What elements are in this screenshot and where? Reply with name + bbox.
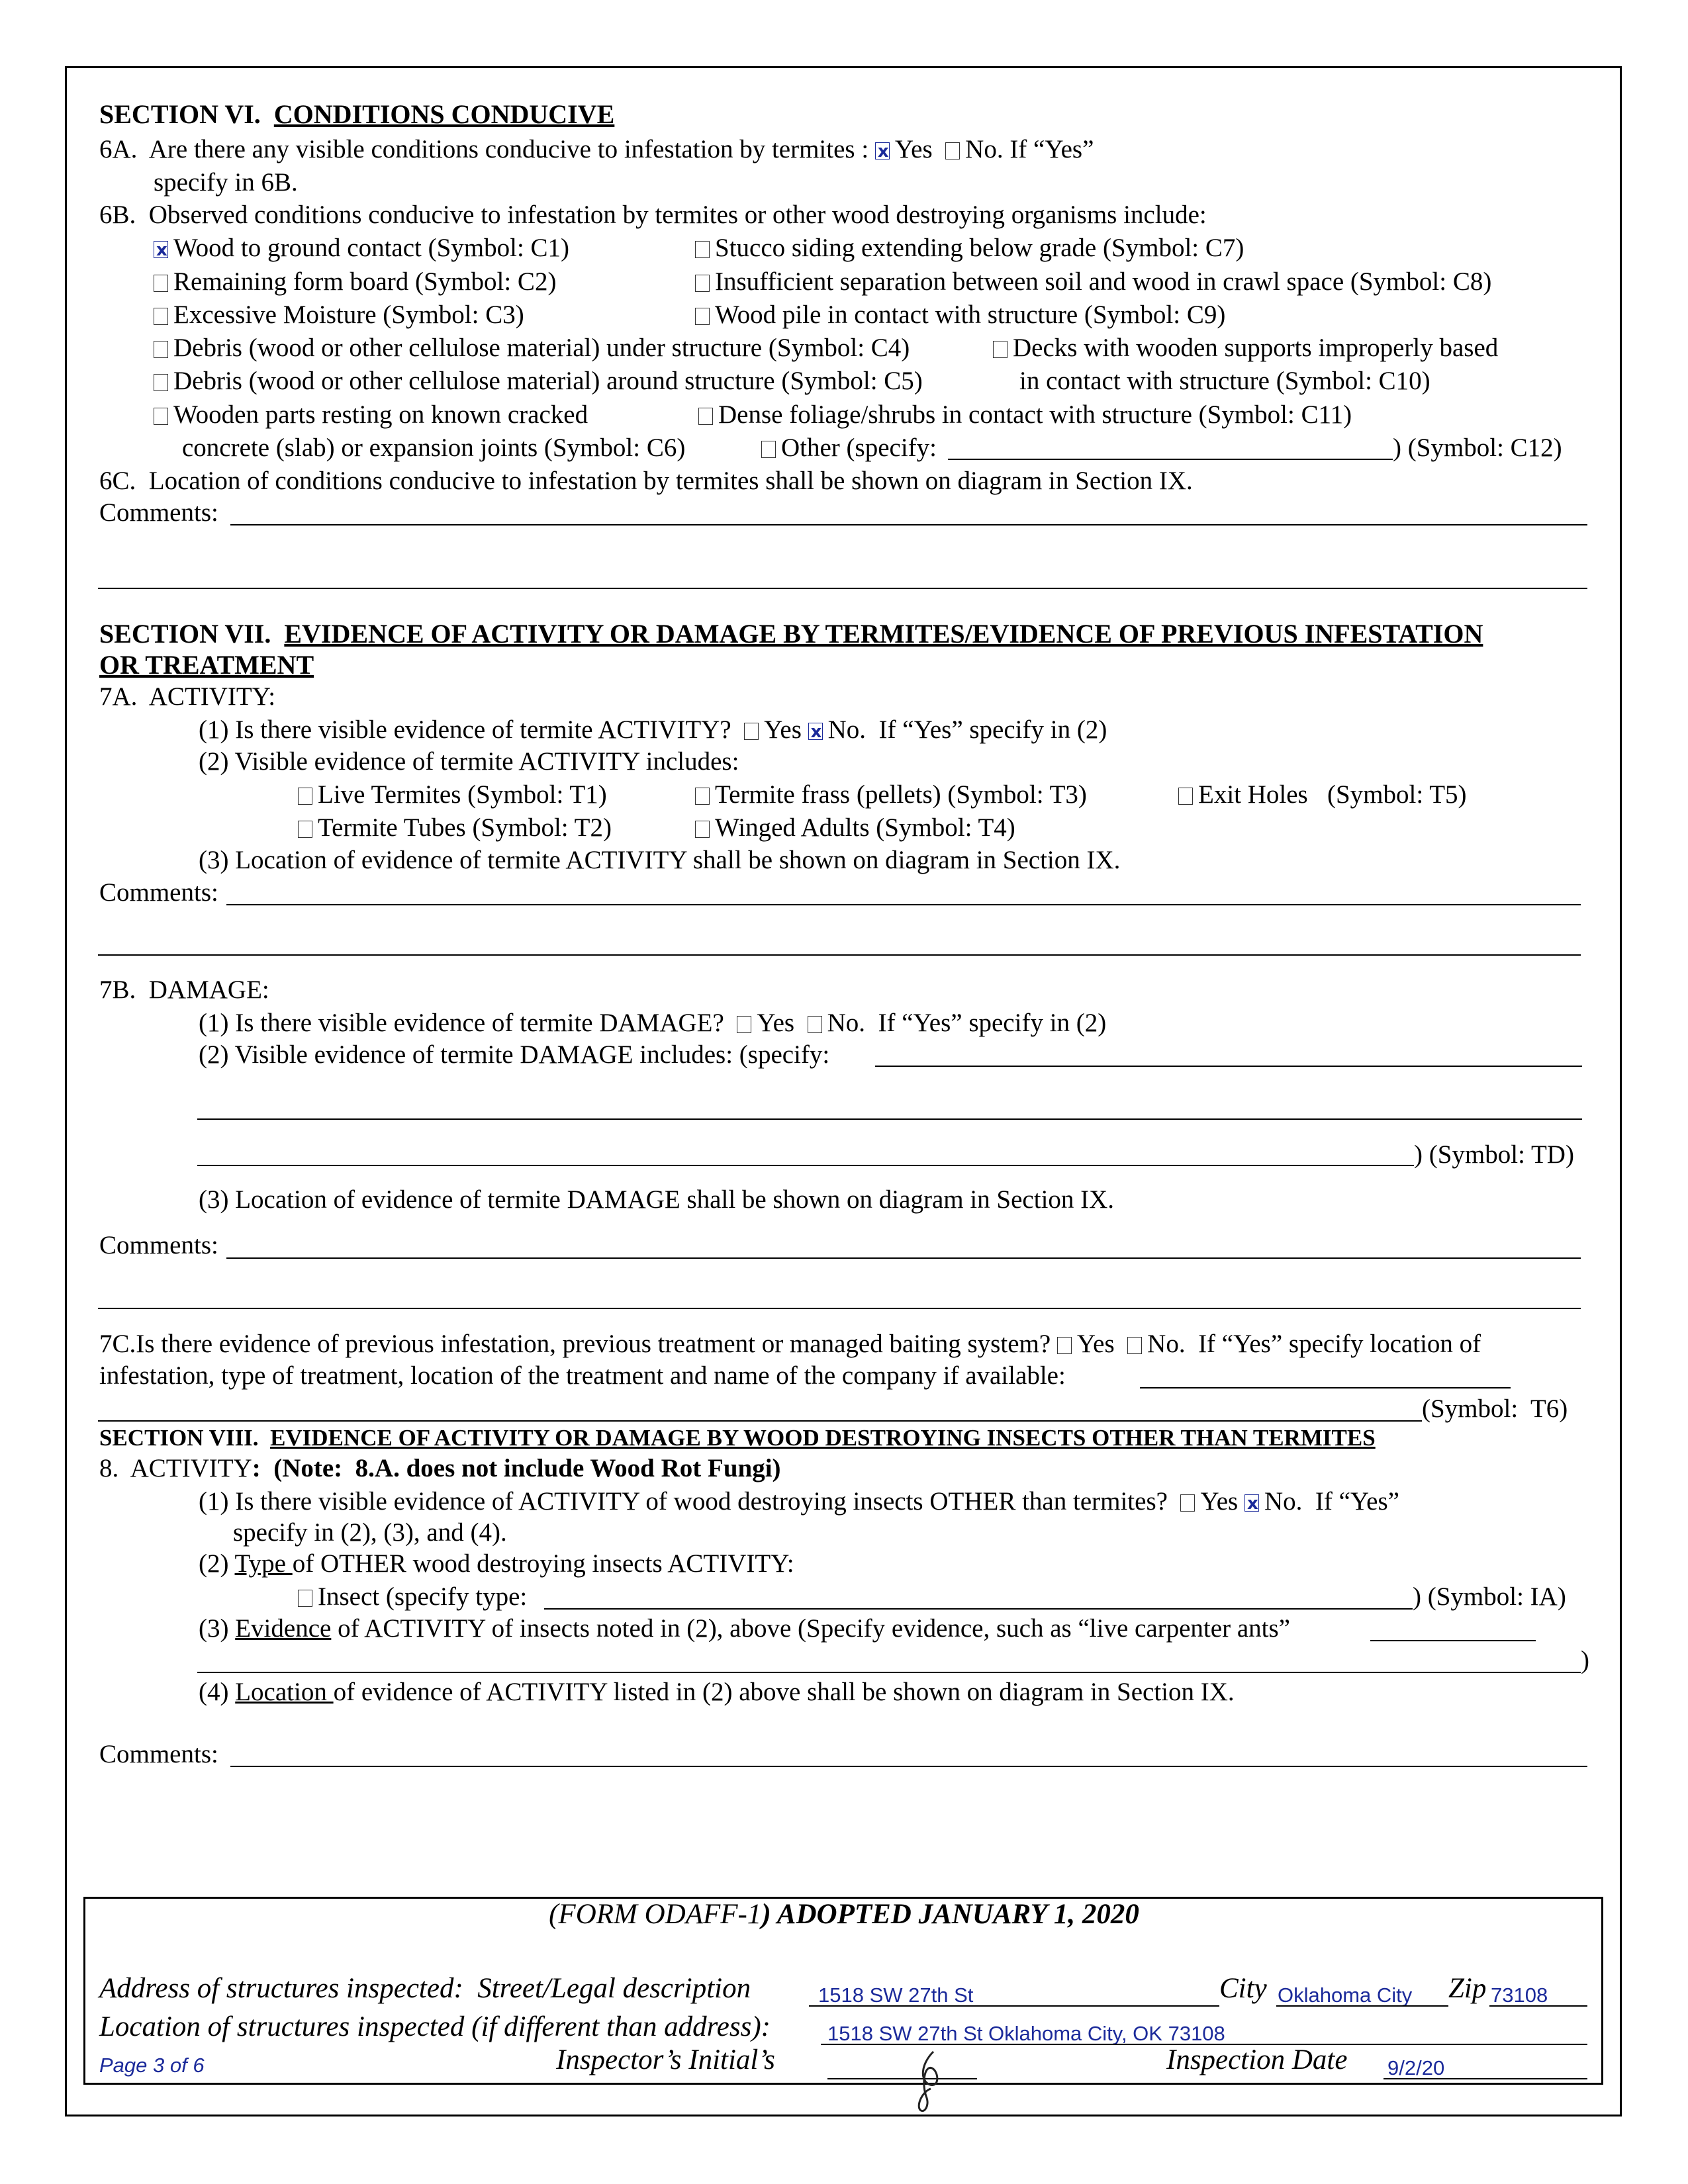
checkbox-7b1-no[interactable] [808, 1016, 822, 1033]
question-8-1: (1) Is there visible evidence of ACTIVITY of wood destroying insects OTHER than termites? Yes x No. If “Yes” [199, 1486, 1399, 1517]
evidence-t5: Exit Holes (Symbol: T5) [1178, 780, 1467, 810]
question-6a-cont: specify in 6B. [154, 168, 298, 197]
zip-line [1489, 2005, 1587, 2007]
evidence-t4: Winged Adults (Symbol: T4) [695, 813, 1015, 843]
damage-specify-line-2[interactable] [197, 1118, 1582, 1120]
form-adopted: (FORM ODAFF-1) ADOPTED JANUARY 1, 2020 [549, 1899, 1139, 1930]
ia-symbol: ) (Symbol: IA) [1413, 1582, 1566, 1611]
comments-7b-line-1[interactable] [226, 1257, 1581, 1259]
comments-6-line-1[interactable] [230, 524, 1587, 525]
checkbox-c6[interactable] [154, 408, 168, 425]
checkbox-c7[interactable] [695, 241, 710, 258]
evidence-t1: Live Termites (Symbol: T1) [298, 780, 607, 810]
comments-6-line-2[interactable] [98, 588, 1587, 589]
condition-c2: Remaining form board (Symbol: C2) [154, 267, 556, 297]
condition-c11: Dense foliage/shrubs in contact with structure (Symbol: C11) [698, 400, 1352, 430]
comments-7a-line-2[interactable] [98, 954, 1581, 956]
activity-8-title: 8. ACTIVITY: (Note: 8.A. does not include Wood Rot Fungi) [99, 1454, 781, 1482]
question-7b3: (3) Location of evidence of termite DAMAGE shall be shown on diagram in Section IX. [199, 1185, 1115, 1214]
c12-symbol: ) (Symbol: C12) [1393, 433, 1562, 462]
checkbox-c4[interactable] [154, 341, 168, 358]
date-value[interactable]: 9/2/20 [1387, 2056, 1445, 2079]
question-6c: 6C. Location of conditions conducive to infestation by termites shall be shown on diagram in Section IX. [99, 467, 1193, 495]
checkbox-t3[interactable] [695, 788, 710, 805]
street-line [809, 2005, 1219, 2007]
condition-c4: Debris (wood or other cellulose material) under structure (Symbol: C4) [154, 333, 910, 363]
condition-c6: Wooden parts resting on known cracked [154, 400, 588, 430]
question-8-1-cont: specify in (2), (3), and (4). [233, 1518, 507, 1547]
condition-c10: Decks with wooden supports improperly based [993, 333, 1498, 363]
city-label: City [1219, 1973, 1267, 2004]
comments-7b-label: Comments: [99, 1231, 218, 1259]
checkbox-c8[interactable] [695, 275, 710, 292]
comments-8-line[interactable] [230, 1766, 1587, 1767]
checkbox-c10[interactable] [993, 341, 1008, 358]
checkbox-7c-no[interactable] [1127, 1337, 1142, 1354]
question-7b1: (1) Is there visible evidence of termite DAMAGE? Yes No. If “Yes” specify in (2) [199, 1009, 1107, 1037]
initials-label: Inspector’s Initial’s [556, 2044, 775, 2075]
condition-c9: Wood pile in contact with structure (Symbol: C9) [695, 300, 1225, 330]
condition-c7: Stucco siding extending below grade (Symbol: C7) [695, 233, 1244, 263]
section-7-heading: SECTION VII. EVIDENCE OF ACTIVITY OR DAMAGE BY TERMITES/EVIDENCE OF PREVIOUS INFESTATION [99, 619, 1483, 649]
checkbox-c9[interactable] [695, 308, 710, 325]
checkbox-t2[interactable] [298, 821, 312, 838]
page-number: Page 3 of 6 [99, 2054, 205, 2077]
checkbox-7a1-no[interactable] [808, 723, 823, 740]
checkbox-insect[interactable] [298, 1590, 312, 1607]
city-line [1276, 2005, 1448, 2007]
question-6a: 6A. Are there any visible conditions conducive to infestation by termites : xYes No. If “Yes” [99, 134, 1094, 165]
condition-c3: Excessive Moisture (Symbol: C3) [154, 300, 524, 330]
checkbox-6a-yes[interactable] [875, 142, 890, 159]
checkbox-8-1-yes[interactable] [1180, 1494, 1195, 1512]
checkbox-c1[interactable] [154, 241, 168, 258]
section-6-heading: SECTION VI. CONDITIONS CONDUCIVE [99, 99, 615, 129]
condition-c8: Insufficient separation between soil and wood in crawl space (Symbol: C8) [695, 267, 1491, 297]
comments-8-label: Comments: [99, 1740, 218, 1768]
question-8-4: (4) Location of evidence of ACTIVITY listed in (2) above shall be shown on diagram in Section IX. [199, 1678, 1235, 1706]
street-value[interactable]: 1518 SW 27th St [818, 1983, 974, 2007]
t6-symbol: (Symbol: T6) [1422, 1394, 1568, 1423]
zip-label: Zip [1448, 1973, 1487, 2004]
question-8-3: (3) Evidence of ACTIVITY of insects noted in (2), above (Specify evidence, such as “live carpenter ants” [199, 1614, 1290, 1643]
question-7a3: (3) Location of evidence of termite ACTIVITY shall be shown on diagram in Section IX. [199, 846, 1121, 874]
initials-signature [907, 2045, 953, 2118]
evidence-line-2[interactable] [197, 1672, 1581, 1673]
checkbox-7c-yes[interactable] [1057, 1337, 1072, 1354]
date-line [1383, 2078, 1587, 2079]
checkbox-t5[interactable] [1178, 788, 1193, 805]
question-7c-cont: infestation, type of treatment, location of the treatment and name of the company if available: [99, 1361, 1066, 1390]
location-label: Location of structures inspected (if different than address): [99, 2011, 771, 2042]
condition-c10-cont: in contact with structure (Symbol: C10) [1019, 367, 1430, 395]
condition-c6-cont: concrete (slab) or expansion joints (Symbol: C6) [182, 433, 686, 462]
checkbox-c5[interactable] [154, 374, 168, 391]
evidence-close-paren: ) [1581, 1646, 1589, 1674]
damage-specify-line-3[interactable] [197, 1165, 1414, 1166]
checkbox-8-1-no[interactable] [1244, 1494, 1259, 1512]
condition-c5: Debris (wood or other cellulose material) around structure (Symbol: C5) [154, 366, 923, 396]
city-value[interactable]: Oklahoma City [1278, 1983, 1413, 2007]
damage-7b-title: 7B. DAMAGE: [99, 976, 269, 1004]
previous-treatment-line-1[interactable] [1140, 1387, 1511, 1388]
comments-6-label: Comments: [99, 498, 218, 527]
evidence-line-1[interactable] [1370, 1640, 1536, 1641]
insect-type-line[interactable] [544, 1608, 1413, 1610]
c12-specify-line[interactable] [948, 459, 1393, 460]
location-value[interactable]: 1518 SW 27th St Oklahoma City, OK 73108 [827, 2022, 1225, 2045]
insect-type: Insect (specify type: [298, 1582, 527, 1612]
evidence-t2: Termite Tubes (Symbol: T2) [298, 813, 612, 843]
previous-treatment-line-2[interactable] [98, 1420, 1422, 1422]
checkbox-c12[interactable] [761, 441, 776, 458]
checkbox-c3[interactable] [154, 308, 168, 325]
damage-symbol: ) (Symbol: TD) [1414, 1140, 1574, 1169]
zip-value[interactable]: 73108 [1491, 1983, 1548, 2007]
comments-7a-label: Comments: [99, 878, 218, 907]
question-7b2: (2) Visible evidence of termite DAMAGE includes: (specify: [199, 1040, 830, 1069]
comments-7b-line-2[interactable] [98, 1308, 1581, 1309]
checkbox-7b1-yes[interactable] [737, 1016, 751, 1033]
checkbox-t4[interactable] [695, 821, 710, 838]
comments-7a-line-1[interactable] [226, 904, 1581, 905]
activity-7a-title: 7A. ACTIVITY: [99, 682, 276, 711]
question-7a1: (1) Is there visible evidence of termite ACTIVITY? Yes x No. If “Yes” specify in (2) [199, 715, 1107, 745]
address-label: Address of structures inspected: Street/Legal description [99, 1973, 751, 2004]
question-7a2: (2) Visible evidence of termite ACTIVITY includes: [199, 747, 739, 776]
section-7-heading-cont: OR TREATMENT [99, 650, 314, 680]
condition-c12: Other (specify: [761, 433, 937, 463]
question-6b: 6B. Observed conditions conducive to infestation by termites or other wood destroying organisms include: [99, 201, 1207, 229]
damage-specify-line-1[interactable] [875, 1066, 1582, 1067]
question-7c: 7C.Is there evidence of previous infestation, previous treatment or managed baiting system? Yes No. If “Yes” specify location of [99, 1330, 1481, 1358]
section-8-heading: SECTION VIII. EVIDENCE OF ACTIVITY OR DAMAGE BY WOOD DESTROYING INSECTS OTHER THAN TERMITES [99, 1425, 1376, 1451]
checkbox-t1[interactable] [298, 788, 312, 805]
checkbox-c2[interactable] [154, 275, 168, 292]
initials-line [827, 2078, 977, 2079]
date-label: Inspection Date [1166, 2044, 1348, 2075]
checkbox-c11[interactable] [698, 408, 713, 425]
question-8-2: (2) Type of OTHER wood destroying insects ACTIVITY: [199, 1549, 794, 1578]
evidence-t3: Termite frass (pellets) (Symbol: T3) [695, 780, 1087, 810]
condition-c1: xWood to ground contact (Symbol: C1) [154, 233, 569, 263]
checkbox-7a1-yes[interactable] [744, 723, 759, 740]
checkbox-6a-no[interactable] [945, 142, 960, 159]
